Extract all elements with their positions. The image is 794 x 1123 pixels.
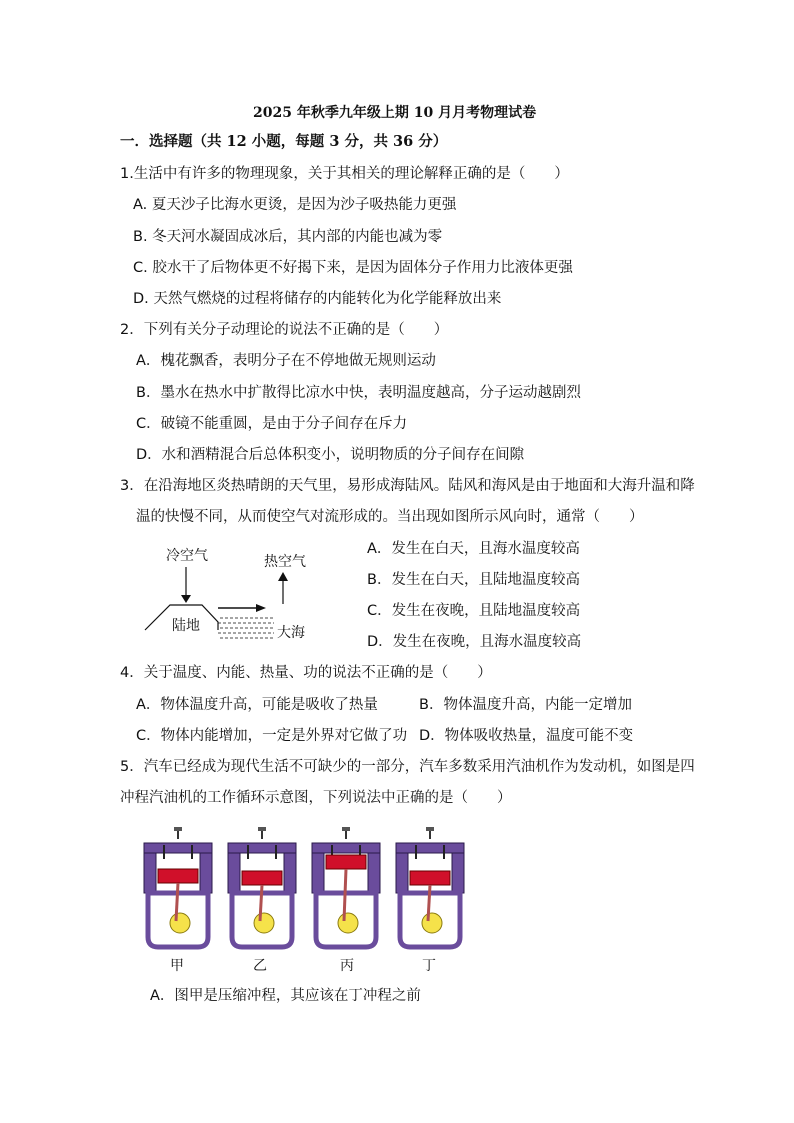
sea-waves — [218, 618, 274, 638]
q4-option-a: A．物体温度升高，可能是吸收了热量 — [136, 697, 378, 713]
q1-option-d: D. 天然气燃烧的过程将储存的内能转化为化学能释放出来 — [133, 291, 502, 307]
wind-arrowhead — [256, 604, 266, 612]
cold-air-arrowhead — [181, 595, 191, 603]
sea-label: 大海 — [277, 625, 305, 641]
q3-option-c: C．发生在夜晚，且陆地温度较高 — [367, 603, 581, 619]
q3-option-a: A．发生在白天，且海水温度较高 — [367, 541, 580, 557]
engine-label-yi: 乙 — [253, 958, 267, 974]
hot-air-label: 热空气 — [264, 554, 306, 570]
q5-option-a: A．图甲是压缩冲程，其应该在丁冲程之前 — [150, 988, 421, 1004]
q2-option-c: C．破镜不能重圆，是由于分子间存在斥力 — [136, 416, 408, 432]
q5-stem-line1: 5．汽车已经成为现代生活不可缺少的一部分，汽车多数采用汽油机作为发动机，如图是四 — [120, 759, 695, 775]
engine-illustration — [396, 827, 464, 947]
engine-label-jia: 甲 — [170, 958, 184, 974]
section-heading: 一．选择题（共 12 小题，每题 3 分，共 36 分） — [120, 133, 448, 150]
q4-option-c: C．物体内能增加，一定是外界对它做了功 — [136, 728, 408, 744]
q1-stem: 1.生活中有许多的物理现象，关于其相关的理论解释正确的是（ ） — [120, 166, 569, 182]
cold-air-label: 冷空气 — [166, 548, 208, 564]
engine-diagrams — [140, 825, 480, 955]
q2-option-b: B．墨水在热水中扩散得比凉水中快，表明温度越高，分子运动越剧烈 — [136, 385, 581, 401]
engine-illustration — [144, 827, 212, 947]
engine-illustration — [228, 827, 296, 947]
q1-option-a: A. 夏天沙子比海水更烫，是因为沙子吸热能力更强 — [133, 197, 457, 213]
q5-stem-line2: 冲程汽油机的工作循环示意图，下列说法中正确的是（ ） — [120, 790, 512, 806]
q2-stem: 2．下列有关分子动理论的说法不正确的是（ ） — [120, 322, 449, 338]
land-label: 陆地 — [172, 618, 200, 634]
q3-stem-line2: 温的快慢不同，从而使空气对流形成的。当出现如图所示风向时，通常（ ） — [136, 509, 644, 525]
engine-label-bing: 丙 — [340, 958, 354, 974]
engine-illustration — [312, 827, 380, 947]
q3-option-b: B．发生在白天，且陆地温度较高 — [367, 572, 580, 588]
engine-strokes-figure — [140, 825, 480, 975]
q4-option-b: B．物体温度升高，内能一定增加 — [419, 697, 632, 713]
q2-option-a: A．槐花飘香，表明分子在不停地做无规则运动 — [136, 353, 436, 369]
q4-stem: 4．关于温度、内能、热量、功的说法不正确的是（ ） — [120, 665, 492, 681]
engine-label-ding: 丁 — [422, 958, 436, 974]
q2-option-d: D．水和酒精混合后总体积变小，说明物质的分子间存在间隙 — [136, 447, 525, 463]
page-title: 2025 年秋季九年级上期 10 月月考物理试卷 — [253, 105, 537, 121]
q3-stem-line1: 3．在沿海地区炎热晴朗的天气里，易形成海陆风。陆风和海风是由于地面和大海升温和降 — [120, 478, 695, 494]
q1-option-c: C. 胶水干了后物体更不好揭下来，是因为固体分子作用力比液体更强 — [133, 260, 573, 276]
hot-air-arrowhead — [278, 572, 288, 581]
q3-option-d: D．发生在夜晚，且海水温度较高 — [367, 634, 582, 650]
q4-option-d: D．物体吸收热量，温度可能不变 — [419, 728, 634, 744]
sea-land-breeze-diagram — [140, 540, 340, 650]
q1-option-b: B. 冬天河水凝固成冰后，其内部的内能也减为零 — [133, 229, 443, 245]
